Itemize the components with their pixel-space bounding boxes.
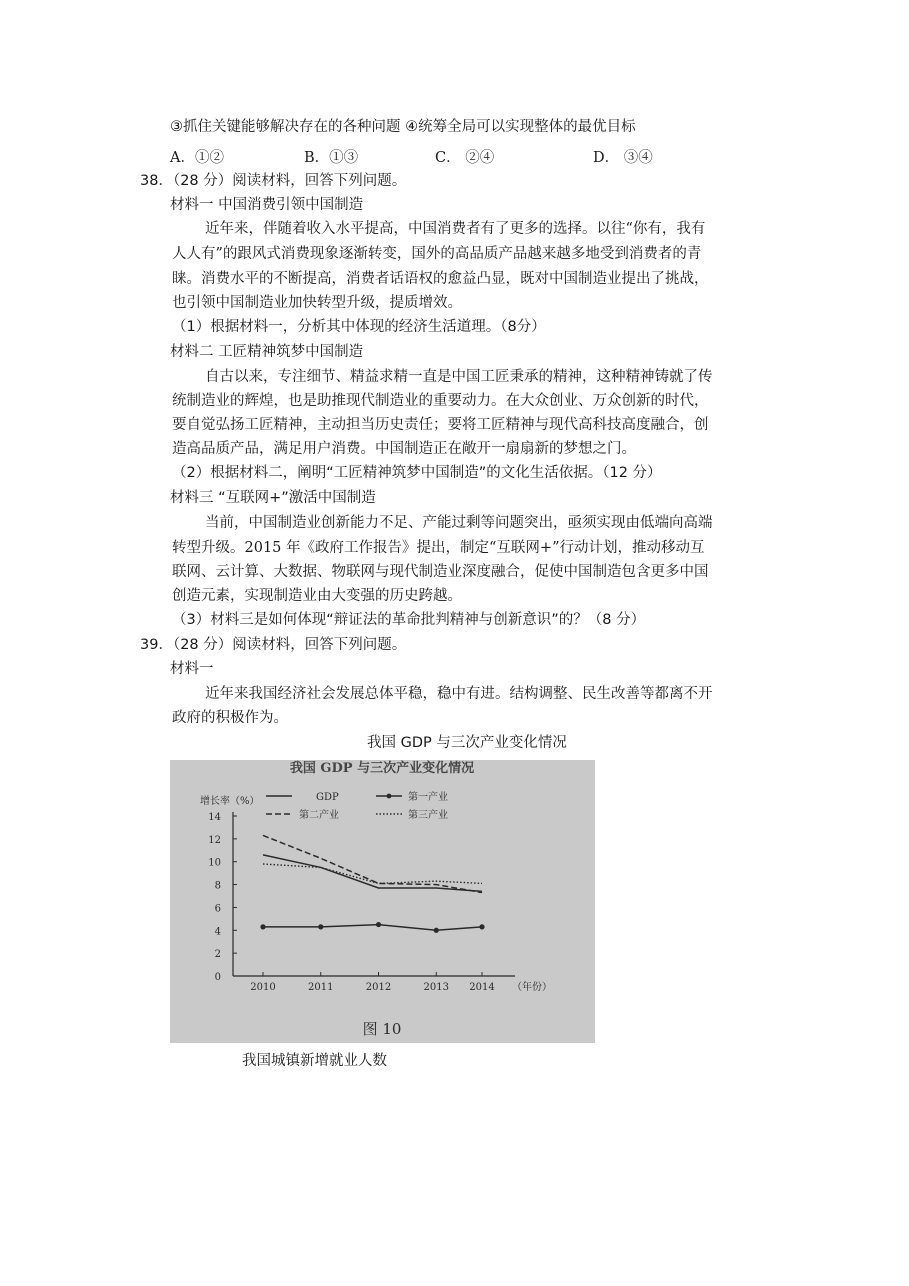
q38-material-3-line: 转型升级。2015 年《政府工作报告》提出，制定“互联网+”行动计划，推动移动互 (172, 540, 705, 556)
y-tick-label: 4 (214, 926, 221, 938)
q39-material-1-title: 材料一 (170, 661, 214, 677)
q38-material-1-title: 材料一 中国消费引领中国制造 (170, 197, 364, 213)
x-tick-label: 2010 (250, 982, 276, 993)
x-tick-label: 2013 (423, 982, 449, 993)
gdp-industry-chart (170, 760, 595, 1043)
x-tick-label: 2014 (469, 982, 495, 993)
y-tick-label: 2 (214, 949, 221, 961)
legend-label: GDP (316, 792, 339, 803)
q38-material-2-line: 自古以来，专注细节、精益求精一直是中国工匠秉承的精神，这种精神铸就了传 (205, 369, 713, 385)
data-point (434, 928, 439, 933)
y-tick-label: 14 (208, 812, 221, 823)
q38-question-1: （1）根据材料一，分析其中体现的经济生活道理。（8分） (172, 319, 546, 335)
y-tick-label: 0 (214, 972, 221, 983)
q38-question-2: （2）根据材料二，阐明“工匠精神筑梦中国制造”的文化生活依据。（12 分） (172, 465, 662, 481)
q38-material-2-line: 造高品质产品，满足用户消费。中国制造正在敞开一扇扇新的梦想之门。 (172, 441, 636, 457)
q38-material-3-line: 创造元素，实现制造业由大变强的历史跨越。 (172, 588, 462, 604)
next-chart-caption: 我国城镇新增就业人数 (242, 1053, 387, 1069)
legend-label: 第三产业 (408, 810, 448, 821)
q39-material-1-line: 政府的积极作为。 (172, 710, 288, 726)
q39-header: 39．（28 分）阅读材料，回答下列问题。 (140, 637, 407, 653)
figure-label: 图 10 (362, 1020, 402, 1038)
series-line (263, 925, 482, 931)
q39-material-1-line: 近年来我国经济社会发展总体平稳，稳中有进。结构调整、民生改善等都离不开 (205, 686, 713, 702)
y-tick-label: 8 (214, 880, 221, 892)
q38-material-2-title: 材料二 工匠精神筑梦中国制造 (170, 344, 364, 360)
data-point (260, 924, 265, 929)
legend-label: 第一产业 (408, 792, 448, 803)
q37-option-d: D． ③④ (593, 150, 653, 166)
data-point (479, 924, 484, 929)
series-line (263, 855, 482, 892)
q38-material-3-line: 当前，中国制造业创新能力不足、产能过剩等问题突出，亟须实现由低端向高端 (205, 515, 713, 531)
y-axis-label: 增长率（%） (200, 796, 260, 807)
data-point (318, 924, 323, 929)
q37-option-c: C． ②④ (435, 150, 495, 166)
y-tick-label: 12 (208, 834, 221, 846)
q38-material-3-title: 材料三 “互联网+”激活中国制造 (170, 490, 376, 506)
x-tick-label: 2011 (308, 982, 334, 993)
y-tick-label: 6 (214, 903, 221, 915)
legend-marker (387, 794, 392, 799)
q37-option-a: A．①② (170, 150, 224, 166)
q38-material-3-line: 联网、云计算、大数据、物联网与现代制造业深度融合，促使中国制造包含更多中国 (172, 564, 709, 580)
legend-label: 第二产业 (299, 810, 339, 821)
data-point (376, 922, 381, 927)
q38-material-1-line: 人人有”的跟风式消费现象逐渐转变，国外的高品质产品越来越多地受到消费者的青 (172, 246, 702, 262)
q37-line-items: ③抓住关键能够解决存在的各种问题 ④统筹全局可以实现整体的最优目标 (170, 119, 636, 135)
q37-option-b: B．①③ (304, 150, 359, 166)
chart-svg (170, 760, 595, 1043)
x-tick-label: 2012 (365, 982, 392, 993)
chart-caption: 我国 GDP 与三次产业变化情况 (367, 735, 567, 751)
chart-title: 我国 GDP 与三次产业变化情况 (289, 761, 475, 776)
q38-material-1-line: 近年来，伴随着收入水平提高，中国消费者有了更多的选择。以往“你有，我有 (205, 221, 706, 237)
q38-material-2-line: 统制造业的辉煌，也是助推现代制造业的重要动力。在大众创业、万众创新的时代， (172, 393, 709, 409)
q38-header: 38．（28 分）阅读材料，回答下列问题。 (140, 173, 407, 189)
x-axis-label: （年份） (512, 982, 552, 993)
q38-material-2-line: 要自觉弘扬工匠精神，主动担当历史责任；要将工匠精神与现代高科技高度融合，创 (172, 417, 709, 433)
y-tick-label: 10 (208, 857, 221, 869)
series-line (263, 835, 482, 892)
q38-question-3: （3）材料三是如何体现“辩证法的革命批判精神与创新意识”的？（8 分） (172, 612, 646, 628)
q38-material-1-line: 也引领中国制造业加快转型升级，提质增效。 (172, 295, 462, 311)
q38-material-1-line: 睐。消费水平的不断提高，消费者话语权的愈益凸显，既对中国制造业提出了挑战， (172, 271, 709, 287)
